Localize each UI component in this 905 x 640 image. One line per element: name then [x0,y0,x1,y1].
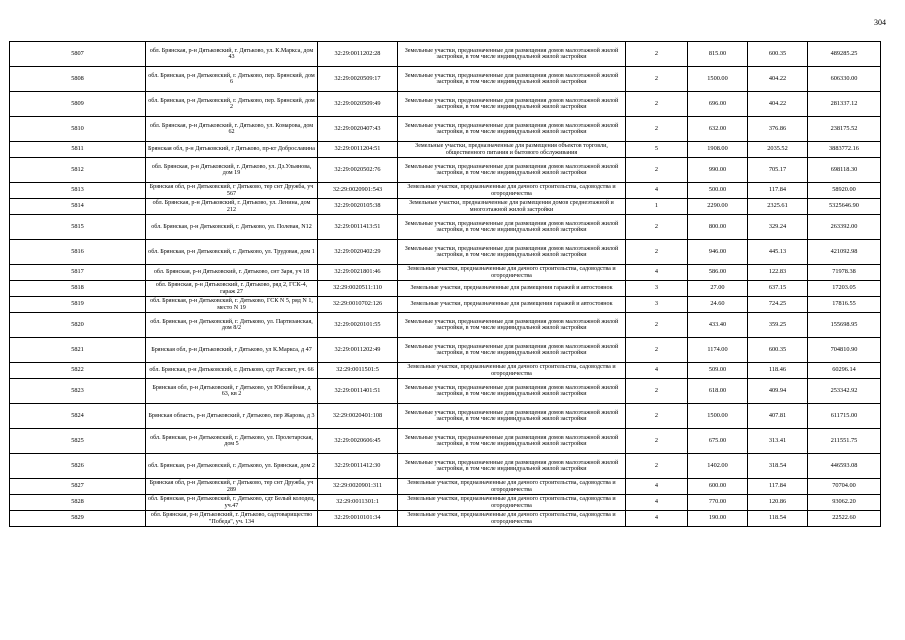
cadastral-number-cell: 32:29:0020105:38 [318,199,398,215]
land-use-cell: Земельные участки, предназначенные для дачного строительства, садоводства и огородничества [398,183,626,199]
address-cell: обл. Брянская, р-н Дятьковский, г. Дятьково, ул. Полевая, N12 [146,215,318,240]
cadastral-number-cell: 32:29:0011204:51 [318,142,398,158]
table-row [10,215,881,240]
address-cell: обл. Брянская, р-н Дятьковский, г. Дятьково, сдт Белый колодец, уч.47 [146,495,318,511]
specific-value-cell: 637.15 [748,281,808,297]
cadastral-value-cell: 93062.20 [808,495,881,511]
address-cell: обл. Брянская, р-н Дятьковский, г. Дятьково, пер. Брянский, дом 2 [146,92,318,117]
cadastral-number-cell: 32:29:0020606:45 [318,429,398,454]
area-cell: 1402.00 [688,454,748,479]
cadastral-number-cell: 32:29:0020101:55 [318,313,398,338]
group-cell: 2 [626,454,688,479]
table-row [10,454,881,479]
group-cell: 3 [626,297,688,313]
cadastral-number-cell: 32:29:0021801:46 [318,265,398,281]
land-use-cell: Земельные участки, предназначенные для размещения домов малоэтажной жилой застройки, в том числе индивидуальной жилой застройки [398,338,626,363]
cadastral-value-cell: 281337.12 [808,92,881,117]
area-cell: 696.00 [688,92,748,117]
address-cell: обл. Брянская, р-н Дятьковский, г. Дятьково, снт Заря, уч 18 [146,265,318,281]
area-cell: 1174.00 [688,338,748,363]
table-row [10,265,881,281]
specific-value-cell: 600.35 [748,42,808,67]
area-cell: 24.60 [688,297,748,313]
specific-value-cell: 318.54 [748,454,808,479]
group-cell: 2 [626,67,688,92]
cadastral-value-cell: 5325646.90 [808,199,881,215]
table-row [10,42,881,67]
land-use-cell: Земельные участки, предназначенные для размещения гаражей и автостоянок [398,281,626,297]
table-row [10,511,881,527]
specific-value-cell: 404.22 [748,92,808,117]
land-use-cell: Земельные участки, предназначенные для размещения домов малоэтажной жилой застройки, в том числе индивидуальной жилой застройки [398,404,626,429]
row-number-cell: 5820 [10,313,146,338]
group-cell: 4 [626,265,688,281]
cadastral-value-cell: 60296.14 [808,363,881,379]
address-cell: обл. Брянская, р-н Дятьковский, г. Дятьково, сдт Рассвет, уч. 66 [146,363,318,379]
specific-value-cell: 2035.52 [748,142,808,158]
land-use-cell: Земельные участки, предназначенные для дачного строительства, садоводства и огородничества [398,479,626,495]
cadastral-value-cell: 70704.00 [808,479,881,495]
land-use-cell: Земельные участки, предназначенные для размещения домов малоэтажной жилой застройки, в том числе индивидуальной жилой застройки [398,454,626,479]
cadastral-value-cell: 238175.52 [808,117,881,142]
cadastral-number-cell: 32:29:0020401:108 [318,404,398,429]
land-use-cell: Земельные участки, предназначенные для дачного строительства, садоводства и огородничества [398,265,626,281]
land-use-cell: Земельные участки, предназначенные для размещения домов малоэтажной жилой застройки, в том числе индивидуальной жилой застройки [398,379,626,404]
group-cell: 4 [626,183,688,199]
row-number-cell: 5813 [10,183,146,199]
cadastral-number-cell: 32:29:0011202:28 [318,42,398,67]
land-use-cell: Земельные участки, предназначенные для размещения домов малоэтажной жилой застройки, в том числе индивидуальной жилой застройки [398,215,626,240]
area-cell: 800.00 [688,215,748,240]
cadastral-number-cell: 32:29:0020901:311 [318,479,398,495]
group-cell: 3 [626,281,688,297]
table-row [10,67,881,92]
address-cell: обл. Брянская, р-н Дятьковский, г. Дятьково, садтоварищество "Победа", уч. 134 [146,511,318,527]
row-number-cell: 5825 [10,429,146,454]
table-row [10,158,881,183]
address-cell: обл. Брянская, р-н Дятьковский, г. Дятьково, ГСК N 5, ряд N 1, место N 19 [146,297,318,313]
specific-value-cell: 329.24 [748,215,808,240]
specific-value-cell: 404.22 [748,67,808,92]
address-cell: Брянская обл, р-н Дятьковский, г Дятьково, тер снт Дружба, уч 289 [146,479,318,495]
group-cell: 4 [626,511,688,527]
cadastral-value-cell: 22522.60 [808,511,881,527]
area-cell: 27.00 [688,281,748,297]
cadastral-value-cell: 17203.05 [808,281,881,297]
land-use-cell: Земельные участки, предназначенные для дачного строительства, садоводства и огородничества [398,511,626,527]
area-cell: 500.00 [688,183,748,199]
cadastral-value-cell: 211551.75 [808,429,881,454]
specific-value-cell: 117.84 [748,183,808,199]
row-number-cell: 5821 [10,338,146,363]
table-row [10,117,881,142]
cadastral-number-cell: 32:29:0011501:5 [318,363,398,379]
specific-value-cell: 122.83 [748,265,808,281]
area-cell: 946.00 [688,240,748,265]
cadastral-value-cell: 17816.55 [808,297,881,313]
cadastral-number-cell: 32:29:0020502:76 [318,158,398,183]
table-row [10,429,881,454]
address-cell: обл. Брянская, р-н Дятьковский, г. Дятьково, ул. Ленина, дом 212 [146,199,318,215]
table-row [10,379,881,404]
cadastral-value-cell: 58920.00 [808,183,881,199]
row-number-cell: 5815 [10,215,146,240]
table-row [10,479,881,495]
table-row [10,363,881,379]
cadastral-number-cell: 32:29:0011401:51 [318,379,398,404]
address-cell: обл. Брянская, р-н Дятьковский, г. Дятьково, пер. Брянский, дом 6 [146,67,318,92]
specific-value-cell: 445.13 [748,240,808,265]
area-cell: 675.00 [688,429,748,454]
cadastral-number-cell: 32:29:0020402:29 [318,240,398,265]
area-cell: 433.40 [688,313,748,338]
cadastral-number-cell: 32:29:0011301:1 [318,495,398,511]
table-row [10,199,881,215]
cadastral-value-cell: 71978.38 [808,265,881,281]
cadastral-number-cell: 32:29:0011413:51 [318,215,398,240]
address-cell: Брянская обл, р-н Дятьковский, г Дятьково, пр-кт Доброславина [146,142,318,158]
area-cell: 1908.00 [688,142,748,158]
area-cell: 586.00 [688,265,748,281]
group-cell: 5 [626,142,688,158]
address-cell: Брянская обл, р-н Дятьковский, г Дятьково, тер снт Дружба, уч 567 [146,183,318,199]
cadastral-value-cell: 253342.92 [808,379,881,404]
address-cell: обл. Брянская, р-н Дятьковский, г. Дятьково, ул. Пролетарская, дом 5 [146,429,318,454]
group-cell: 2 [626,313,688,338]
area-cell: 509.00 [688,363,748,379]
address-cell: обл. Брянская, р-н Дятьковский, г. Дятьково, ул. Партизанская, дом 8/2 [146,313,318,338]
specific-value-cell: 117.84 [748,479,808,495]
cadastral-value-cell: 446593.08 [808,454,881,479]
cadastral-number-cell: 32:29:0020511:110 [318,281,398,297]
address-cell: обл. Брянская, р-н Дятьковский, г. Дятьково, ряд 2, ГСК-4, гараж 27 [146,281,318,297]
group-cell: 4 [626,363,688,379]
group-cell: 2 [626,215,688,240]
specific-value-cell: 376.86 [748,117,808,142]
cadastral-table [9,41,881,527]
area-cell: 600.00 [688,479,748,495]
cadastral-number-cell: 32:29:0011412:30 [318,454,398,479]
table-row [10,281,881,297]
row-number-cell: 5810 [10,117,146,142]
table-row [10,404,881,429]
group-cell: 4 [626,479,688,495]
specific-value-cell: 359.25 [748,313,808,338]
area-cell: 632.00 [688,117,748,142]
land-use-cell: Земельные участки, предназначенные для дачного строительства, садоводства и огородничества [398,363,626,379]
group-cell: 4 [626,495,688,511]
cadastral-number-cell: 32:29:0011202:49 [318,338,398,363]
group-cell: 2 [626,379,688,404]
cadastral-number-cell: 32:29:0020407:43 [318,117,398,142]
table-row [10,495,881,511]
row-number-cell: 5818 [10,281,146,297]
land-use-cell: Земельные участки, предназначенные для размещения домов малоэтажной жилой застройки, в том числе индивидуальной жилой застройки [398,117,626,142]
row-number-cell: 5817 [10,265,146,281]
specific-value-cell: 120.86 [748,495,808,511]
table-row [10,313,881,338]
row-number-cell: 5822 [10,363,146,379]
table-row [10,183,881,199]
area-cell: 990.00 [688,158,748,183]
specific-value-cell: 407.81 [748,404,808,429]
row-number-cell: 5823 [10,379,146,404]
specific-value-cell: 724.25 [748,297,808,313]
group-cell: 2 [626,429,688,454]
area-cell: 2290.00 [688,199,748,215]
specific-value-cell: 705.17 [748,158,808,183]
cadastral-number-cell: 32:29:0010702:126 [318,297,398,313]
address-cell: обл. Брянская, р-н Дятьковский, г. Дятьково, ул. Трудовая, дом 1 [146,240,318,265]
address-cell: обл. Брянская, р-н Дятьковский, г. Дятьково, ул. Дз.Ульянова, дом 19 [146,158,318,183]
group-cell: 2 [626,240,688,265]
land-use-cell: Земельные участки, предназначенные для дачного строительства, садоводства и огородничества [398,495,626,511]
cadastral-number-cell: 32:29:0020509:49 [318,92,398,117]
table-body [10,42,881,527]
group-cell: 1 [626,199,688,215]
specific-value-cell: 118.46 [748,363,808,379]
row-number-cell: 5807 [10,42,146,67]
address-cell: обл. Брянская, р-н Дятьковский, г. Дятьково, ул. К.Маркса, дом 43 [146,42,318,67]
land-use-cell: Земельные участки, предназначенные для размещения домов малоэтажной жилой застройки, в том числе индивидуальной жилой застройки [398,42,626,67]
row-number-cell: 5808 [10,67,146,92]
specific-value-cell: 2325.61 [748,199,808,215]
specific-value-cell: 313.41 [748,429,808,454]
land-use-cell: Земельные участки, предназначенные для размещения домов малоэтажной жилой застройки, в том числе индивидуальной жилой застройки [398,313,626,338]
cadastral-value-cell: 3883772.16 [808,142,881,158]
table-row [10,240,881,265]
group-cell: 2 [626,42,688,67]
row-number-cell: 5809 [10,92,146,117]
group-cell: 2 [626,404,688,429]
land-use-cell: Земельные участки, предназначенные для размещения домов малоэтажной жилой застройки, в том числе индивидуальной жилой застройки [398,240,626,265]
group-cell: 2 [626,117,688,142]
address-cell: обл. Брянская, р-н Дятьковский, г. Дятьково, ул. Комарова, дом 62 [146,117,318,142]
address-cell: Брянская область, р-н Дятьковский, г Дятьково, пер Жарова, д 3 [146,404,318,429]
table-row [10,142,881,158]
cadastral-value-cell: 489285.25 [808,42,881,67]
row-number-cell: 5811 [10,142,146,158]
row-number-cell: 5827 [10,479,146,495]
land-use-cell: Земельные участки, предназначенные для размещения объектов торговли, общественного питания и бытового обслуживания [398,142,626,158]
row-number-cell: 5828 [10,495,146,511]
area-cell: 618.00 [688,379,748,404]
land-use-cell: Земельные участки, предназначенные для размещения домов среднеэтажной и многоэтажной жилой застройки [398,199,626,215]
land-use-cell: Земельные участки, предназначенные для размещения домов малоэтажной жилой застройки, в том числе индивидуальной жилой застройки [398,92,626,117]
group-cell: 2 [626,92,688,117]
address-cell: обл. Брянская, р-н Дятьковский, г. Дятьково, ул. Брянская, дом 2 [146,454,318,479]
row-number-cell: 5814 [10,199,146,215]
row-number-cell: 5829 [10,511,146,527]
land-use-cell: Земельные участки, предназначенные для размещения домов малоэтажной жилой застройки, в том числе индивидуальной жилой застройки [398,158,626,183]
cadastral-value-cell: 611715.00 [808,404,881,429]
row-number-cell: 5816 [10,240,146,265]
specific-value-cell: 118.54 [748,511,808,527]
cadastral-number-cell: 32:29:0010101:34 [318,511,398,527]
address-cell: Брянская обл, р-н Дятьковский, г Дятьково, ул К.Маркса, д 47 [146,338,318,363]
row-number-cell: 5826 [10,454,146,479]
cadastral-value-cell: 704810.90 [808,338,881,363]
address-cell: Брянская обл, р-н Дятьковский, г Дятьково, ул Юбилейная, д 63, кв 2 [146,379,318,404]
page-number: 304 [874,18,886,27]
cadastral-value-cell: 263392.00 [808,215,881,240]
row-number-cell: 5824 [10,404,146,429]
area-cell: 1500.00 [688,67,748,92]
row-number-cell: 5812 [10,158,146,183]
area-cell: 815.00 [688,42,748,67]
specific-value-cell: 600.35 [748,338,808,363]
group-cell: 2 [626,158,688,183]
area-cell: 190.00 [688,511,748,527]
group-cell: 2 [626,338,688,363]
cadastral-value-cell: 421092.98 [808,240,881,265]
row-number-cell: 5819 [10,297,146,313]
cadastral-number-cell: 32:29:0020509:17 [318,67,398,92]
land-use-cell: Земельные участки, предназначенные для размещения гаражей и автостоянок [398,297,626,313]
table-row [10,297,881,313]
area-cell: 1500.00 [688,404,748,429]
cadastral-number-cell: 32:29:0020901:543 [318,183,398,199]
land-use-cell: Земельные участки, предназначенные для размещения домов малоэтажной жилой застройки, в том числе индивидуальной жилой застройки [398,67,626,92]
land-use-cell: Земельные участки, предназначенные для размещения домов малоэтажной жилой застройки, в том числе индивидуальной жилой застройки [398,429,626,454]
cadastral-value-cell: 155698.95 [808,313,881,338]
table-row [10,338,881,363]
cadastral-value-cell: 606330.00 [808,67,881,92]
cadastral-value-cell: 698118.30 [808,158,881,183]
specific-value-cell: 409.94 [748,379,808,404]
area-cell: 770.00 [688,495,748,511]
table-row [10,92,881,117]
